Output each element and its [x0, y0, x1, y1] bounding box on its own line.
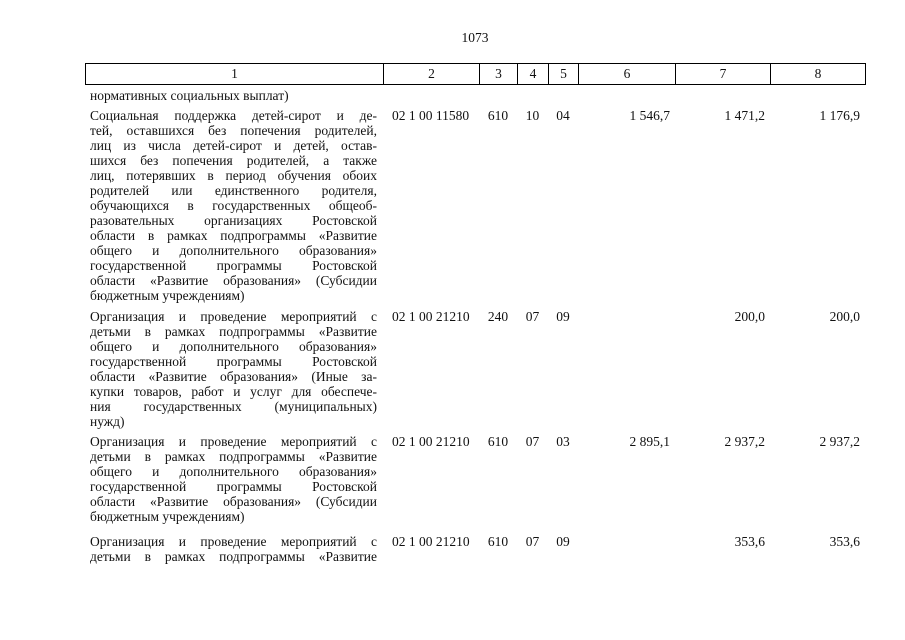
amount-cell-col6: 2 895,1	[629, 434, 670, 449]
description-line: детьми в рамках подпрограммы «Развитие	[90, 549, 377, 564]
description-line: общего и дополнительного образования»	[90, 339, 377, 354]
description-line: государственной программы Ростовской	[90, 258, 377, 273]
description-line: нормативных социальных выплат)	[90, 88, 289, 103]
amount-cell-col7: 353,6	[734, 534, 765, 549]
column-header-5: 5	[548, 64, 578, 84]
amount-cell-col8: 200,0	[829, 309, 860, 324]
description-line: Организация и проведение мероприятий с	[90, 534, 377, 549]
amount-cell-col8: 2 937,2	[819, 434, 860, 449]
column-header-1: 1	[231, 66, 238, 81]
page-number: 1073	[461, 30, 489, 45]
subsection-cell: 04	[556, 108, 570, 123]
amount-cell-col6: 1 546,7	[629, 108, 670, 123]
expense-type-cell: 610	[487, 534, 509, 549]
column-header-2: 2	[383, 64, 479, 84]
description-line: бюджетным учреждениям)	[90, 509, 245, 524]
row-description	[90, 309, 377, 429]
target-article-cell: 02 1 00 21210	[392, 534, 470, 549]
description-line: родителей или единственного родителя,	[90, 183, 377, 198]
amount-cell-col7: 1 471,2	[724, 108, 765, 123]
description-line: Социальная поддержка детей-сирот и де-	[90, 108, 377, 123]
amount-cell-col7: 200,0	[734, 309, 765, 324]
description-line: области «Развитие образования» (Иные за-	[90, 369, 377, 384]
section-cell: 10	[525, 108, 540, 123]
expense-type-cell: 240	[487, 309, 509, 324]
description-line: общего и дополнительного образования»	[90, 464, 377, 479]
description-line: нужд)	[90, 414, 125, 429]
description-line: шихся без попечения родителей, а также	[90, 153, 377, 168]
section-cell: 07	[525, 309, 540, 324]
column-header-3: 3	[479, 64, 517, 84]
description-line: Организация и проведение мероприятий с	[90, 309, 377, 324]
description-line: разовательных организациях Ростовской	[90, 213, 377, 228]
description-line: лиц, потерявших в период обучения обоих	[90, 168, 377, 183]
subsection-cell: 03	[556, 434, 570, 449]
table-header-row	[85, 63, 866, 85]
description-line: общего и дополнительного образования»	[90, 243, 377, 258]
description-line: области в рамках подпрограммы «Развитие	[90, 228, 377, 243]
target-article-cell: 02 1 00 11580	[392, 108, 470, 123]
column-header-7: 7	[675, 64, 770, 84]
description-line: купки товаров, работ и услуг для обеспече-	[90, 384, 377, 399]
amount-cell-col8: 353,6	[829, 534, 860, 549]
description-line: государственной программы Ростовской	[90, 354, 377, 369]
row-description	[90, 434, 377, 524]
column-header-4: 4	[517, 64, 548, 84]
amount-cell-col7: 2 937,2	[724, 434, 765, 449]
subsection-cell: 09	[556, 534, 570, 549]
column-header-6: 6	[578, 64, 675, 84]
description-line: области «Развитие образования» (Субсидии	[90, 494, 377, 509]
expense-type-cell: 610	[487, 108, 509, 123]
description-line: ния государственных (муниципальных)	[90, 399, 377, 414]
description-line: области «Развитие образования» (Субсидии	[90, 273, 377, 288]
description-line: государственной программы Ростовской	[90, 479, 377, 494]
row-description	[90, 108, 377, 303]
description-line: обучающихся в государственных общеоб-	[90, 198, 377, 213]
row-description	[90, 534, 377, 564]
description-line: лиц из числа детей-сирот и детей, остав-	[90, 138, 377, 153]
target-article-cell: 02 1 00 21210	[392, 309, 470, 324]
row-description	[90, 88, 377, 103]
section-cell: 07	[525, 434, 540, 449]
expense-type-cell: 610	[487, 434, 509, 449]
amount-cell-col8: 1 176,9	[819, 108, 860, 123]
column-header-8: 8	[770, 64, 865, 84]
description-line: бюджетным учреждениям)	[90, 288, 245, 303]
description-line: детьми в рамках подпрограммы «Развитие	[90, 449, 377, 464]
subsection-cell: 09	[556, 309, 570, 324]
description-line: детьми в рамках подпрограммы «Развитие	[90, 324, 377, 339]
target-article-cell: 02 1 00 21210	[392, 434, 470, 449]
section-cell: 07	[525, 534, 540, 549]
description-line: Организация и проведение мероприятий с	[90, 434, 377, 449]
description-line: тей, оставшихся без попечения родителей,	[90, 123, 377, 138]
